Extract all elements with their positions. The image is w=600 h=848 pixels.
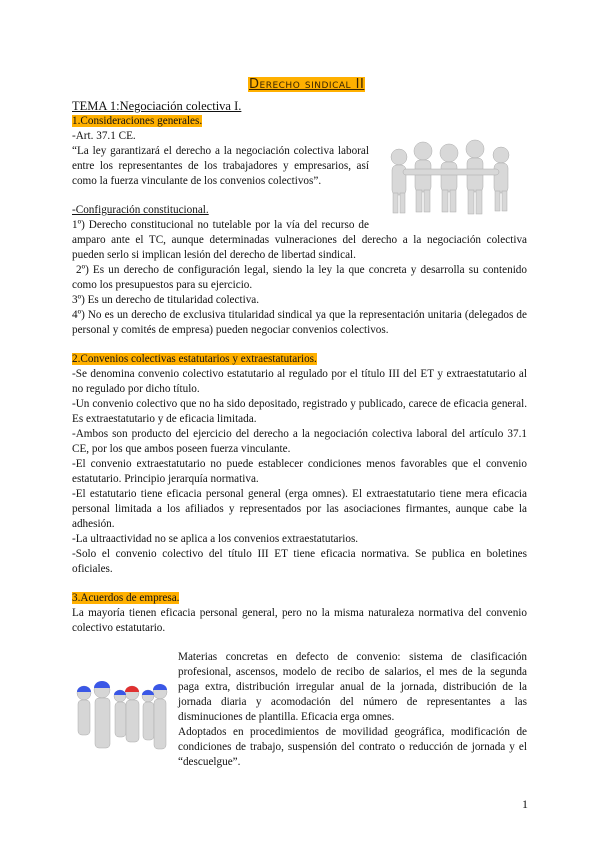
config-heading: -Configuración constitucional. — [72, 204, 209, 216]
document-body — [72, 76, 527, 770]
list-item: -La ultraactividad no se aplica a los convenios extraestatutarios. — [72, 533, 359, 545]
document-title: Derecho sindical II — [249, 77, 365, 92]
list-item: -Ambos son producto del ejercicio del derecho a la negociación colectiva laboral del artículo 37.1 CE, por los que ambos poseen fuerza vinculante. — [72, 428, 527, 455]
team-figures-image — [381, 135, 521, 217]
section-2-heading: 2.Convenios colectivas estatutarios y extraestatutarios. — [72, 353, 317, 365]
section-3-paragraph: Adoptados en procedimientos de movilidad geográfica, modificación de condiciones de trabajo, suspensión del contrato o reducción de jornada y el “descuelgue”. — [178, 726, 527, 768]
section-3-heading: 3.Acuerdos de empresa. — [72, 592, 180, 604]
section-3-intro: La mayoría tienen eficacia personal general, pero no la misma naturaleza normativa del convenio colectivo estatutario. — [72, 607, 527, 634]
list-item: -Solo el convenio colectivo del título III ET tiene eficacia normativa. Se publica en boletines oficiales. — [72, 548, 527, 575]
list-item: -El convenio extraestatutario no puede establecer condiciones menos favorables que el convenio estatutario. Principio jerarquía normativa. — [72, 458, 527, 485]
section-2-body — [72, 367, 527, 577]
list-item: -El estatutario tiene eficacia personal general (erga omnes). El extraestatutario tiene mera eficacia personal limitada a los afiliados y representados por las asociaciones firmantes, aunque cabe la adhesión. — [72, 488, 527, 530]
list-item: -Un convenio colectivo que no ha sido depositado, registrado y publicado, carece de eficacia general. Es extraestatutario y de eficacia limitada. — [72, 398, 527, 425]
config-item: 1º) Derecho constitucional no tutelable por la vía del recurso de amparo ante el TC, aunque determinadas vulneraciones del derecho a la negociación colectiva pueden serlo si implican lesión del derecho de libertad sindical. — [72, 219, 527, 261]
section-1-heading: 1.Consideraciones generales. — [72, 115, 203, 127]
list-item: -Se denomina convenio colectivo estatutario al regulado por el título III del ET y extraestatutario al no regulado por dicho título. — [72, 368, 527, 395]
page-number: 1 — [522, 797, 528, 811]
workers-with-caps-image — [72, 668, 168, 758]
topic-heading: TEMA 1:Negociación colectiva I. — [72, 99, 242, 113]
config-item: 2º) Es un derecho de configuración legal, siendo la ley la que concreta y desarrolla su contenido como los presupuestos para su ejercicio. — [72, 264, 527, 291]
quote: “La ley garantizará el derecho a la negociación colectiva laboral entre los representantes de los trabajadores y empresarios, así como la fuerza vinculante de los convenios colectivos”. — [72, 145, 369, 187]
section-3-paragraph: Materias concretas en defecto de convenio: sistema de clasificación profesional, ascensos, modelo de recibo de salarios, el mes de la segunda paga extra, distribución irregular anual de la jornada, distribución de la jornada diaria y acomodación del número de representantes a las disminuciones de plantilla. Eficacia erga omnes. — [178, 651, 527, 723]
config-item: 3º) Es un derecho de titularidad colectiva. — [72, 294, 260, 306]
article-ref: -Art. 37.1 CE. — [72, 130, 136, 142]
config-item: 4º) No es un derecho de exclusiva titularidad sindical ya que la representación unitaria (delegados de personal y comités de empresa) pueden negociar convenios colectivos. — [72, 309, 527, 336]
